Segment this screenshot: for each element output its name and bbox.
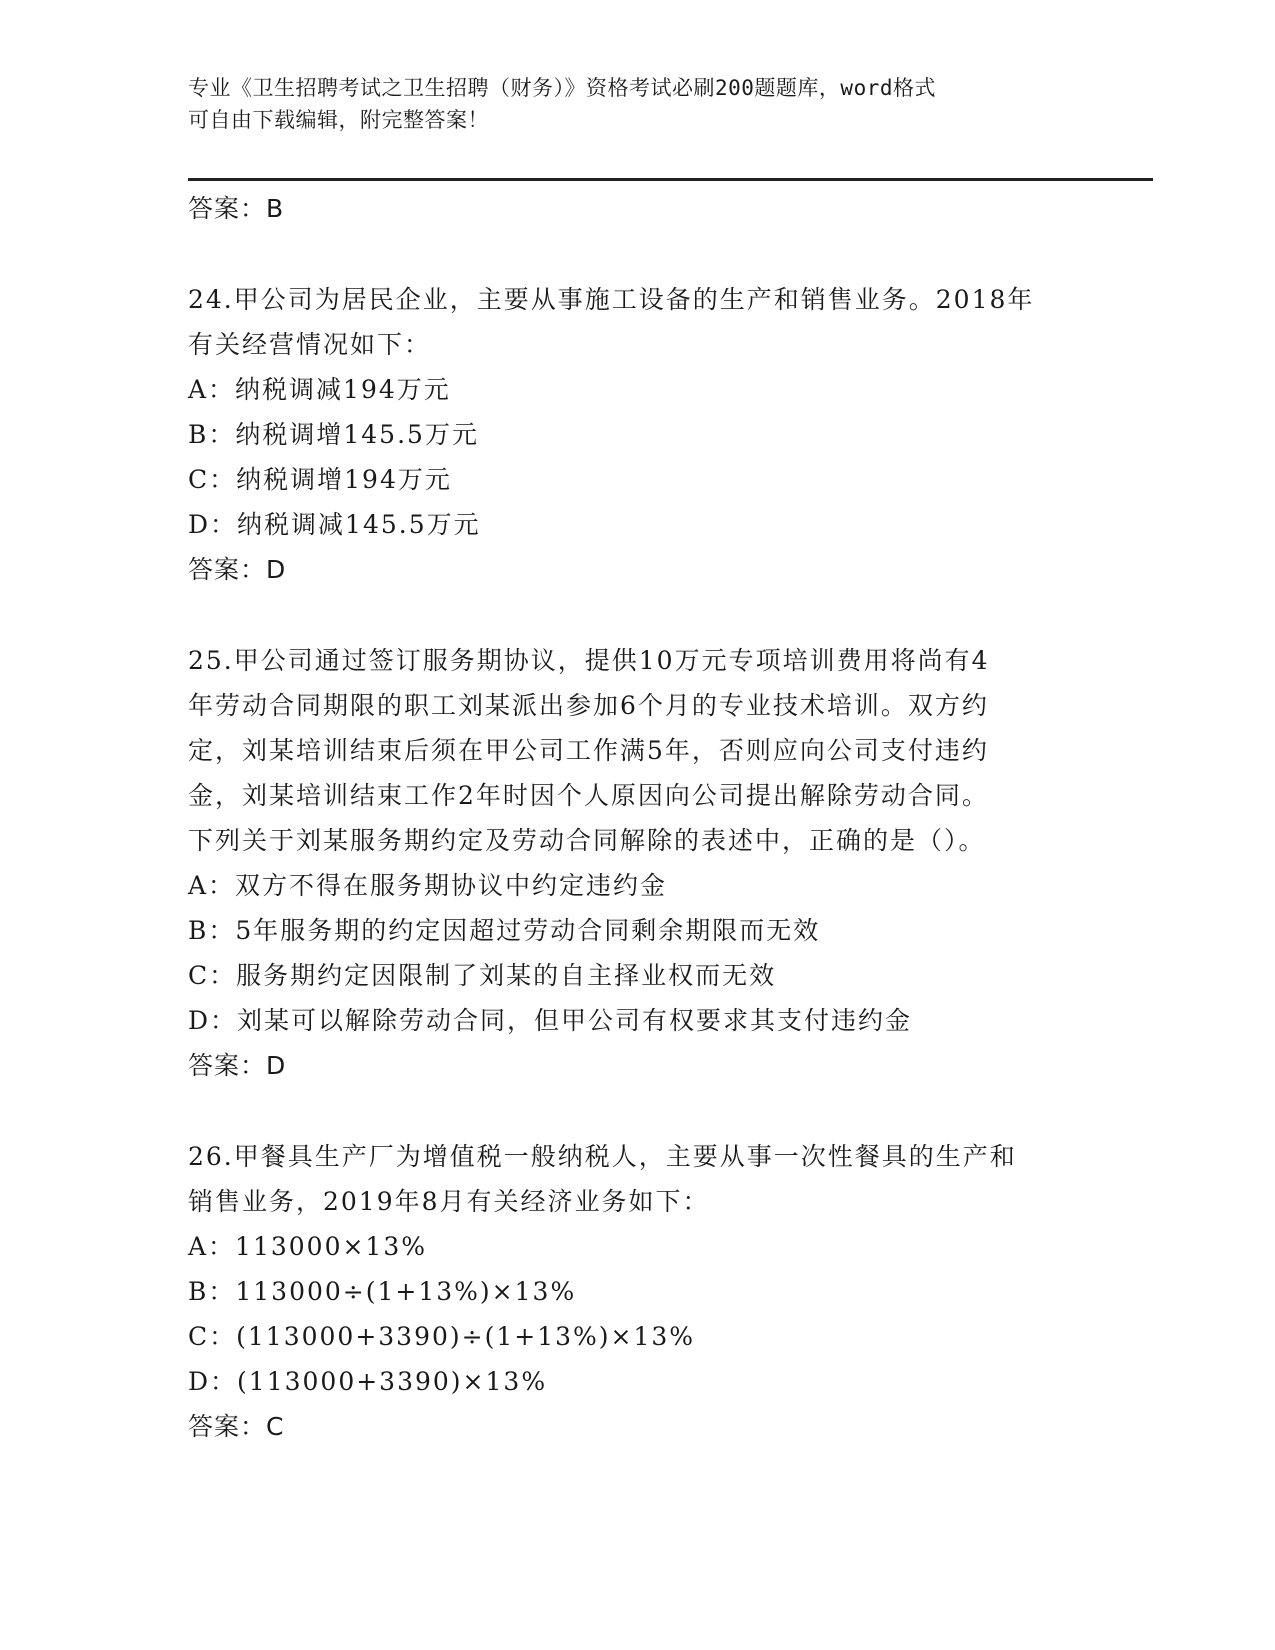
option-d: D：刘某可以解除劳动合同，但甲公司有权要求其支付违约金	[188, 1006, 913, 1035]
option-a: A：113000×13%	[188, 1232, 428, 1261]
question-stem-line: 25.甲公司通过签订服务期协议，提供10万元专项培训费用将尚有4	[188, 646, 990, 675]
question-stem-line: 下列关于刘某服务期约定及劳动合同解除的表述中，正确的是（）。	[188, 826, 986, 855]
spacer	[188, 1088, 1088, 1134]
header-divider	[188, 178, 1153, 181]
option-c: C：(113000+3390)÷(1+13%)×13%	[188, 1322, 696, 1351]
question-list	[188, 186, 1088, 1449]
answer: 答案：D	[188, 1051, 287, 1080]
option-b: B：113000÷(1+13%)×13%	[188, 1277, 577, 1306]
option-d: D：(113000+3390)×13%	[188, 1367, 548, 1396]
question-24	[188, 277, 1088, 592]
option-b: B：5年服务期的约定因超过劳动合同剩余期限而无效	[188, 916, 821, 945]
question-stem-line: 定，刘某培训结束后须在甲公司工作满5年，否则应向公司支付违约	[188, 736, 989, 765]
previous-answer: 答案：B	[188, 194, 285, 223]
answer: 答案：C	[188, 1412, 285, 1441]
option-c: C：纳税调增194万元	[188, 465, 452, 494]
option-a: A：纳税调减194万元	[188, 375, 451, 404]
question-stem-line: 销售业务，2019年8月有关经济业务如下：	[188, 1187, 710, 1216]
question-stem-line: 年劳动合同期限的职工刘某派出参加6个月的专业技术培训。双方约	[188, 691, 989, 720]
question-26	[188, 1134, 1088, 1449]
option-a: A：双方不得在服务期协议中约定违约金	[188, 871, 668, 900]
question-stem-line: 有关经营情况如下：	[188, 330, 432, 359]
answer: 答案：D	[188, 555, 287, 584]
header-line-2: 可自由下载编辑，附完整答案！	[188, 108, 489, 132]
option-b: B：纳税调增145.5万元	[188, 420, 479, 449]
option-c: C：服务期约定因限制了刘某的自主择业权而无效	[188, 961, 777, 990]
question-stem-line: 26.甲餐具生产厂为增值税一般纳税人，主要从事一次性餐具的生产和	[188, 1142, 1017, 1171]
document-header	[188, 72, 1088, 136]
question-stem-line: 24.甲公司为居民企业，主要从事施工设备的生产和销售业务。2018年	[188, 285, 1035, 314]
spacer	[188, 231, 1088, 277]
header-line-1: 专业《卫生招聘考试之卫生招聘（财务）》资格考试必刷200题题库，word格式	[188, 76, 936, 100]
option-d: D：纳税调减145.5万元	[188, 510, 481, 539]
spacer	[188, 592, 1088, 638]
question-25	[188, 638, 1088, 1088]
question-stem-line: 金，刘某培训结束工作2年时因个人原因向公司提出解除劳动合同。	[188, 781, 989, 810]
